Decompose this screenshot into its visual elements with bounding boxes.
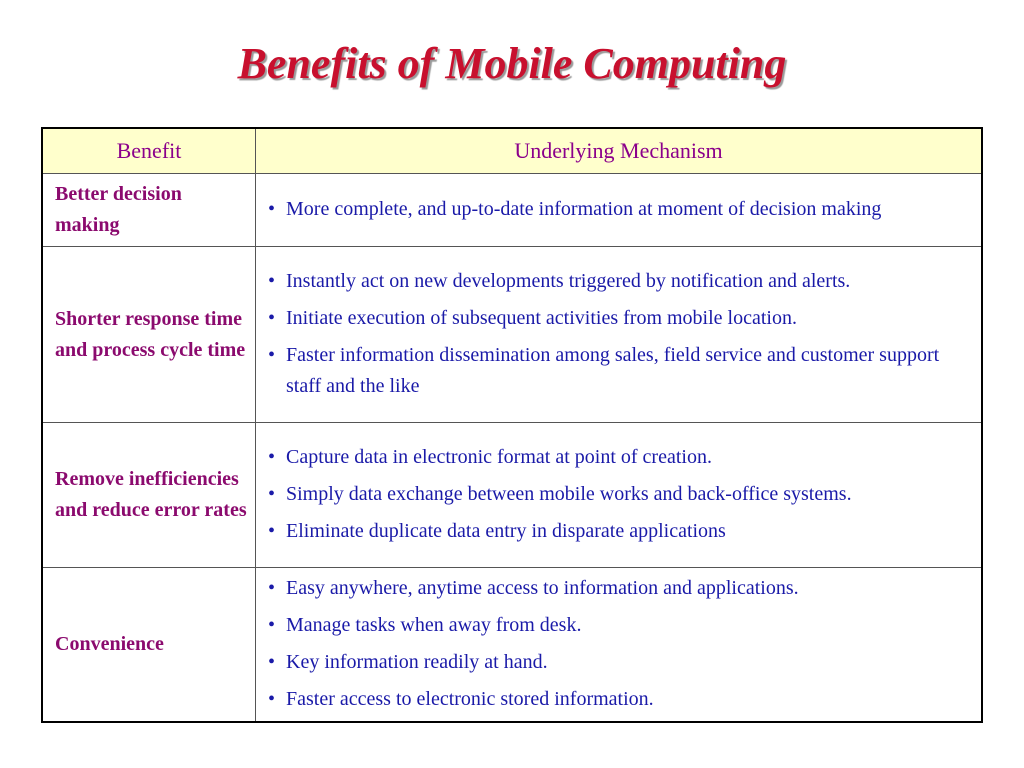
list-item <box>266 442 971 473</box>
list-item <box>266 340 971 402</box>
mechanism-cell <box>256 247 983 423</box>
list-item <box>266 684 971 715</box>
slide-title: Benefits of Mobile Computing <box>237 39 787 88</box>
mechanism-text: Initiate execution of subsequent activities from mobile location. <box>286 307 797 329</box>
table-row <box>42 568 982 723</box>
mechanism-list <box>266 266 971 402</box>
bullet-icon: • <box>268 577 276 599</box>
list-item <box>266 610 971 641</box>
list-item <box>266 303 971 334</box>
list-item <box>266 516 971 547</box>
benefit-cell: Remove inefficiencies and reduce error rates <box>42 423 256 568</box>
mechanism-text: Faster access to electronic stored information. <box>286 688 654 710</box>
mechanism-text: Faster information dissemination among sales, field service and customer support staff and the like <box>286 344 940 397</box>
bullet-icon: • <box>268 520 276 542</box>
bullet-icon: • <box>268 446 276 468</box>
table-row <box>42 174 982 247</box>
mechanism-text: Simply data exchange between mobile works and back-office systems. <box>286 483 852 505</box>
list-item <box>266 647 971 678</box>
bullet-icon: • <box>268 688 276 710</box>
list-item <box>266 266 971 297</box>
mechanism-cell <box>256 174 983 247</box>
bullet-icon: • <box>268 270 276 292</box>
mechanism-list <box>266 194 971 225</box>
mechanism-text: Instantly act on new developments triggered by notification and alerts. <box>286 270 851 292</box>
bullet-icon: • <box>268 198 276 220</box>
bullet-icon: • <box>268 307 276 329</box>
mechanism-text: Capture data in electronic format at point of creation. <box>286 446 712 468</box>
mechanism-list <box>266 442 971 547</box>
header-benefit: Benefit <box>42 128 256 174</box>
bullet-icon: • <box>268 614 276 636</box>
bullet-icon: • <box>268 483 276 505</box>
mechanism-text: Easy anywhere, anytime access to information and applications. <box>286 577 799 599</box>
list-item <box>266 479 971 510</box>
benefit-cell: Shorter response time and process cycle time <box>42 247 256 423</box>
benefit-cell: Better decision making <box>42 174 256 247</box>
bullet-icon: • <box>268 344 276 366</box>
mechanism-text: Manage tasks when away from desk. <box>286 614 582 636</box>
mechanism-list <box>266 573 971 715</box>
mechanism-text: Eliminate duplicate data entry in disparate applications <box>286 520 726 542</box>
mechanism-cell <box>256 568 983 723</box>
list-item <box>266 194 971 225</box>
header-mechanism: Underlying Mechanism <box>256 128 983 174</box>
benefits-table <box>41 127 983 723</box>
table-row <box>42 247 982 423</box>
table-header-row <box>42 128 982 174</box>
bullet-icon: • <box>268 651 276 673</box>
mechanism-text: Key information readily at hand. <box>286 651 548 673</box>
mechanism-cell <box>256 423 983 568</box>
list-item <box>266 573 971 604</box>
benefit-cell: Convenience <box>42 568 256 723</box>
table-row <box>42 423 982 568</box>
mechanism-text: More complete, and up-to-date information at moment of decision making <box>286 198 882 220</box>
